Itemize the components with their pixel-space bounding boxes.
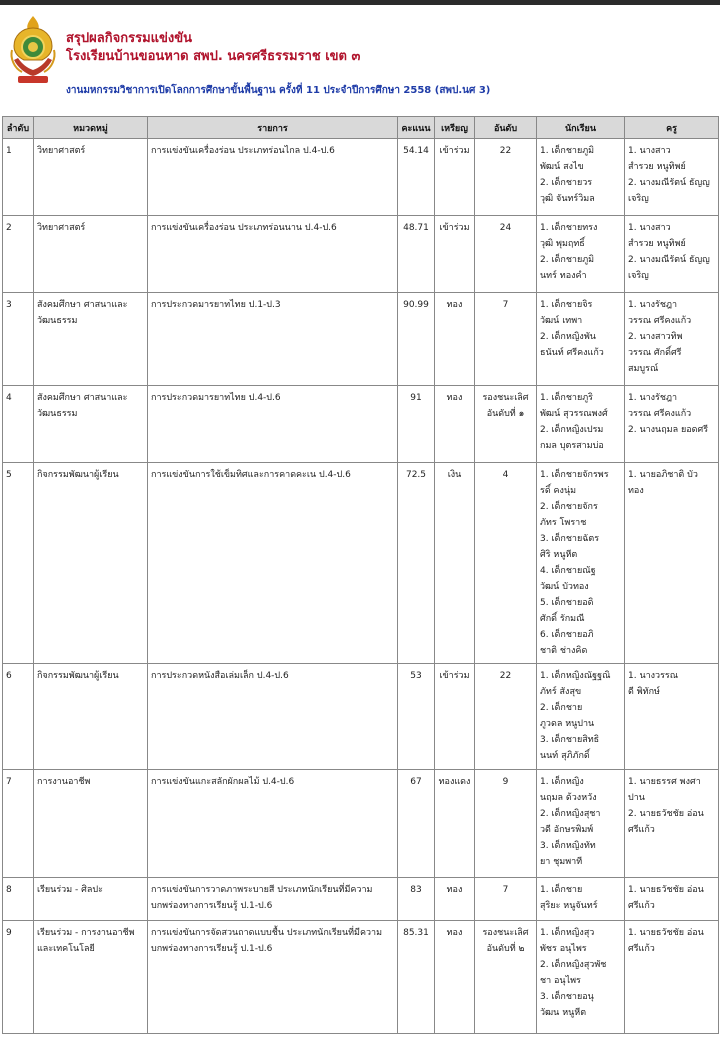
- row-order: 6: [3, 664, 34, 770]
- teacher-line: ศรีแก้ว: [628, 901, 655, 911]
- student-line: พัชร อนุไพร: [540, 944, 587, 954]
- row-score: 72.5: [398, 463, 435, 664]
- student-line: วดี อักษรพิมพ์: [540, 825, 594, 835]
- row-medal: เข้าร่วม: [435, 216, 475, 293]
- teacher-line: 1. นายธวัชชัย อ่อน: [628, 885, 704, 895]
- row-teachers: [625, 463, 719, 664]
- table-row: [3, 463, 719, 664]
- table-row: [3, 293, 719, 386]
- table-row: [3, 770, 719, 878]
- row-medal: ทอง: [435, 386, 475, 463]
- student-line: ธนันท์ ศรีคงแก้ว: [540, 348, 604, 358]
- student-line: 2. เด็กหญิงพัน: [540, 332, 596, 342]
- row-students: [537, 770, 625, 878]
- student-line: ภัทร์ สังสุข: [540, 687, 582, 697]
- table-row: [3, 664, 719, 770]
- row-rank: 24: [475, 216, 537, 293]
- teacher-line: 1. นางวรรณ: [628, 671, 679, 681]
- teacher-line: สำรวย หนูทิพย์: [628, 239, 686, 249]
- row-category: เรียนร่วม - การงานอาชีพและเทคโนโลยี: [34, 921, 148, 1034]
- row-order: 5: [3, 463, 34, 664]
- student-line: 2. เด็กชายภูมิ: [540, 255, 595, 265]
- row-medal: ทอง: [435, 293, 475, 386]
- row-score: 54.14: [398, 139, 435, 216]
- col-header-item: รายการ: [148, 117, 398, 139]
- row-medal: ทองแดง: [435, 770, 475, 878]
- student-line: วัฒน์ เทพา: [540, 316, 583, 326]
- row-score: 90.99: [398, 293, 435, 386]
- row-order: 9: [3, 921, 34, 1034]
- row-teachers: [625, 878, 719, 921]
- teacher-line: 2. นางมณีรัตน์ ธัญญ: [628, 255, 710, 265]
- row-students: [537, 921, 625, 1034]
- row-students: [537, 216, 625, 293]
- row-item: การแข่งขันเครื่องร่อน ประเภทร่อนนาน ป.4-ป.6: [148, 216, 398, 293]
- row-order: 2: [3, 216, 34, 293]
- student-line: 5. เด็กชายอดิ: [540, 598, 594, 608]
- row-students: [537, 463, 625, 664]
- col-header-order: ลำดับ: [3, 117, 34, 139]
- row-category: กิจกรรมพัฒนาผู้เรียน: [34, 463, 148, 664]
- teacher-line: เจริญ: [628, 194, 649, 204]
- student-line: วุฒิ จันทร์วิมล: [540, 194, 595, 204]
- row-item: การแข่งขันเครื่องร่อน ประเภทร่อนไกล ป.4-ป.6: [148, 139, 398, 216]
- student-line: 2. เด็กหญิงเปรม: [540, 425, 604, 435]
- row-medal: เข้าร่วม: [435, 139, 475, 216]
- row-medal: เข้าร่วม: [435, 664, 475, 770]
- col-header-rank: อันดับ: [475, 117, 537, 139]
- row-score: 67: [398, 770, 435, 878]
- teacher-line: วรรณ ศรีคงแก้ว: [628, 409, 692, 419]
- teacher-line: 1. นางรัชฎา: [628, 300, 678, 310]
- col-header-students: นักเรียน: [537, 117, 625, 139]
- col-header-score: คะแนน: [398, 117, 435, 139]
- row-teachers: [625, 386, 719, 463]
- student-line: 1. เด็กชายทรง: [540, 223, 598, 233]
- teacher-line: 2. นางสาวทิพ: [628, 332, 683, 342]
- row-students: [537, 664, 625, 770]
- table-header-row: [3, 117, 719, 139]
- row-rank: รองชนะเลิศ อันดับที่ ๑: [475, 386, 537, 463]
- row-rank: 7: [475, 878, 537, 921]
- student-line: ชา อนุไพร: [540, 976, 581, 986]
- table-row: [3, 216, 719, 293]
- teacher-line: 1. นางรัชฎา: [628, 393, 678, 403]
- row-rank: 4: [475, 463, 537, 664]
- row-score: 85.31: [398, 921, 435, 1034]
- student-line: 1. เด็กชายจักรพร: [540, 470, 609, 480]
- teacher-line: 2. นางมณีรัตน์ ธัญญ: [628, 178, 710, 188]
- row-category: สังคมศึกษา ศาสนาและวัฒนธรรม: [34, 386, 148, 463]
- row-rank: 22: [475, 664, 537, 770]
- teacher-line: เจริญ: [628, 271, 649, 281]
- row-students: [537, 386, 625, 463]
- student-line: นฤมล ด้วงหวัง: [540, 793, 597, 803]
- student-line: ภัทร โพราช: [540, 518, 587, 528]
- row-item: การแข่งขันการวาดภาพระบายสี ประเภทนักเรียนที่มีความบกพร่องทางการเรียนรู้ ป.1-ป.6: [148, 878, 398, 921]
- teacher-line: 1. นางสาว: [628, 223, 671, 233]
- table-row: [3, 921, 719, 1034]
- row-item: การประกวดหนังสือเล่มเล็ก ป.4-ป.6: [148, 664, 398, 770]
- row-category: สังคมศึกษา ศาสนาและวัฒนธรรม: [34, 293, 148, 386]
- row-item: การแข่งขันการจัดสวนถาดแบบชื้น ประเภทนักเรียนที่มีความบกพร่องทางการเรียนรู้ ป.1-ป.6: [148, 921, 398, 1034]
- student-line: พัฒน์ สุวรรณพงศ์: [540, 409, 608, 419]
- teacher-line: ทอง: [628, 486, 644, 496]
- col-header-teachers: ครู: [625, 117, 719, 139]
- row-medal: ทอง: [435, 878, 475, 921]
- row-score: 48.71: [398, 216, 435, 293]
- student-line: 2. เด็กชายวร: [540, 178, 593, 188]
- school-emblem-icon: [8, 14, 58, 88]
- teacher-line: 1. นางสาว: [628, 146, 671, 156]
- student-line: 4. เด็กชายณัฐ: [540, 566, 596, 576]
- row-order: 4: [3, 386, 34, 463]
- student-line: พัฒน์ สงไข: [540, 162, 584, 172]
- row-rank: 22: [475, 139, 537, 216]
- row-students: [537, 139, 625, 216]
- student-line: ชาติ ช่างคิด: [540, 646, 588, 656]
- student-line: วุฒิ พุมฤทธิ์: [540, 239, 585, 249]
- row-score: 91: [398, 386, 435, 463]
- student-line: 2. เด็กชายจักร: [540, 502, 598, 512]
- row-rank: รองชนะเลิศ อันดับที่ ๒: [475, 921, 537, 1034]
- page-title: สรุปผลกิจกรรมแข่งขัน: [66, 31, 193, 46]
- school-name: โรงเรียนบ้านขอนหาด สพป. นครศรีธรรมราช เขต ๓: [66, 49, 361, 64]
- teacher-line: 1. นายธรรศ พงศา: [628, 777, 701, 787]
- row-score: 53: [398, 664, 435, 770]
- student-line: 3. เด็กหญิงทัท: [540, 841, 596, 851]
- teacher-line: 1. นายอภิชาติ บัว: [628, 470, 698, 480]
- student-line: ยา ชุมพาที: [540, 857, 583, 867]
- student-line: วัฒน์ บัวทอง: [540, 582, 589, 592]
- row-medal: ทอง: [435, 921, 475, 1034]
- col-header-medal: เหรียญ: [435, 117, 475, 139]
- teacher-line: ศรีแก้ว: [628, 944, 655, 954]
- row-item: การแข่งขันแกะสลักผักผลไม้ ป.4-ป.6: [148, 770, 398, 878]
- table-row: [3, 139, 719, 216]
- teacher-line: ปาน: [628, 793, 645, 803]
- row-item: การแข่งขันการใช้เข็มทิศและการคาดคะเน ป.4-ป.6: [148, 463, 398, 664]
- event-subtitle: งานมหกรรมวิชาการเปิดโลกการศึกษาขั้นพื้นฐาน ครั้งที่ 11 ประจำปีการศึกษา 2558 (สพป.นศ 3): [66, 85, 491, 96]
- row-category: เรียนร่วม - ศิลปะ: [34, 878, 148, 921]
- page-header: [0, 5, 720, 115]
- row-category: การงานอาชีพ: [34, 770, 148, 878]
- row-rank: 9: [475, 770, 537, 878]
- row-teachers: [625, 216, 719, 293]
- col-header-category: หมวดหมู่: [34, 117, 148, 139]
- row-score: 83: [398, 878, 435, 921]
- student-line: 1. เด็กชายจิร: [540, 300, 593, 310]
- teacher-line: 2. นายธวัชชัย อ่อน: [628, 809, 704, 819]
- row-order: 8: [3, 878, 34, 921]
- teacher-line: ดี พิทักษ์: [628, 687, 660, 697]
- row-teachers: [625, 770, 719, 878]
- teacher-line: วรรณ ศักดิ์ศรี: [628, 348, 682, 358]
- row-rank: 7: [475, 293, 537, 386]
- teacher-line: 1. นายธวัชชัย อ่อน: [628, 928, 704, 938]
- teacher-line: วรรณ ศรีคงแก้ว: [628, 316, 692, 326]
- row-medal: เงิน: [435, 463, 475, 664]
- student-line: ศักดิ์ รักมณี: [540, 614, 585, 624]
- student-line: 2. เด็กชาย: [540, 703, 583, 713]
- student-line: 1. เด็กหญิง: [540, 777, 584, 787]
- teacher-line: สำรวย หนูทิพย์: [628, 162, 686, 172]
- student-line: รดิ์ คงนุ่ม: [540, 486, 577, 496]
- teacher-line: สมบูรณ์: [628, 364, 659, 374]
- student-line: วัฒน หนูหีต: [540, 1008, 587, 1018]
- results-table: [2, 116, 719, 1034]
- student-line: ศิริ หนูหีต: [540, 550, 578, 560]
- row-students: [537, 293, 625, 386]
- row-teachers: [625, 139, 719, 216]
- teacher-line: ศรีแก้ว: [628, 825, 655, 835]
- student-line: 3. เด็กชายอนุ: [540, 992, 594, 1002]
- student-line: 1. เด็กชายภูมิ: [540, 146, 595, 156]
- row-teachers: [625, 664, 719, 770]
- student-line: 2. เด็กหญิงสุวพัช: [540, 960, 607, 970]
- student-line: 1. เด็กชายภูริ: [540, 393, 594, 403]
- student-line: กมล บุตรสามบ่อ: [540, 441, 604, 451]
- row-teachers: [625, 293, 719, 386]
- student-line: ภูวดล หนูปาน: [540, 719, 595, 729]
- teacher-line: 2. นางนฤมล ยอดศรี: [628, 425, 709, 435]
- row-teachers: [625, 921, 719, 1034]
- row-category: กิจกรรมพัฒนาผู้เรียน: [34, 664, 148, 770]
- row-order: 1: [3, 139, 34, 216]
- row-category: วิทยาศาสตร์: [34, 139, 148, 216]
- row-order: 3: [3, 293, 34, 386]
- student-line: 1. เด็กหญิงสุว: [540, 928, 595, 938]
- table-row: [3, 878, 719, 921]
- row-order: 7: [3, 770, 34, 878]
- row-students: [537, 878, 625, 921]
- student-line: สุริยะ หนูจันทร์: [540, 901, 598, 911]
- row-item: การประกวดมารยาทไทย ป.4-ป.6: [148, 386, 398, 463]
- student-line: 6. เด็กชายอภิ: [540, 630, 594, 640]
- student-line: 3. เด็กชายสิทธิ: [540, 735, 600, 745]
- row-item: การประกวดมารยาทไทย ป.1-ป.3: [148, 293, 398, 386]
- student-line: 1. เด็กหญิงณัฐฐณิ: [540, 671, 611, 681]
- row-category: วิทยาศาสตร์: [34, 216, 148, 293]
- table-row: [3, 386, 719, 463]
- student-line: 2. เด็กหญิงสุชา: [540, 809, 601, 819]
- student-line: นนท์ สุภิภักดิ์: [540, 751, 590, 761]
- student-line: 3. เด็กชายฉัตร: [540, 534, 600, 544]
- student-line: 1. เด็กชาย: [540, 885, 583, 895]
- student-line: นทร์ ทองคำ: [540, 271, 587, 281]
